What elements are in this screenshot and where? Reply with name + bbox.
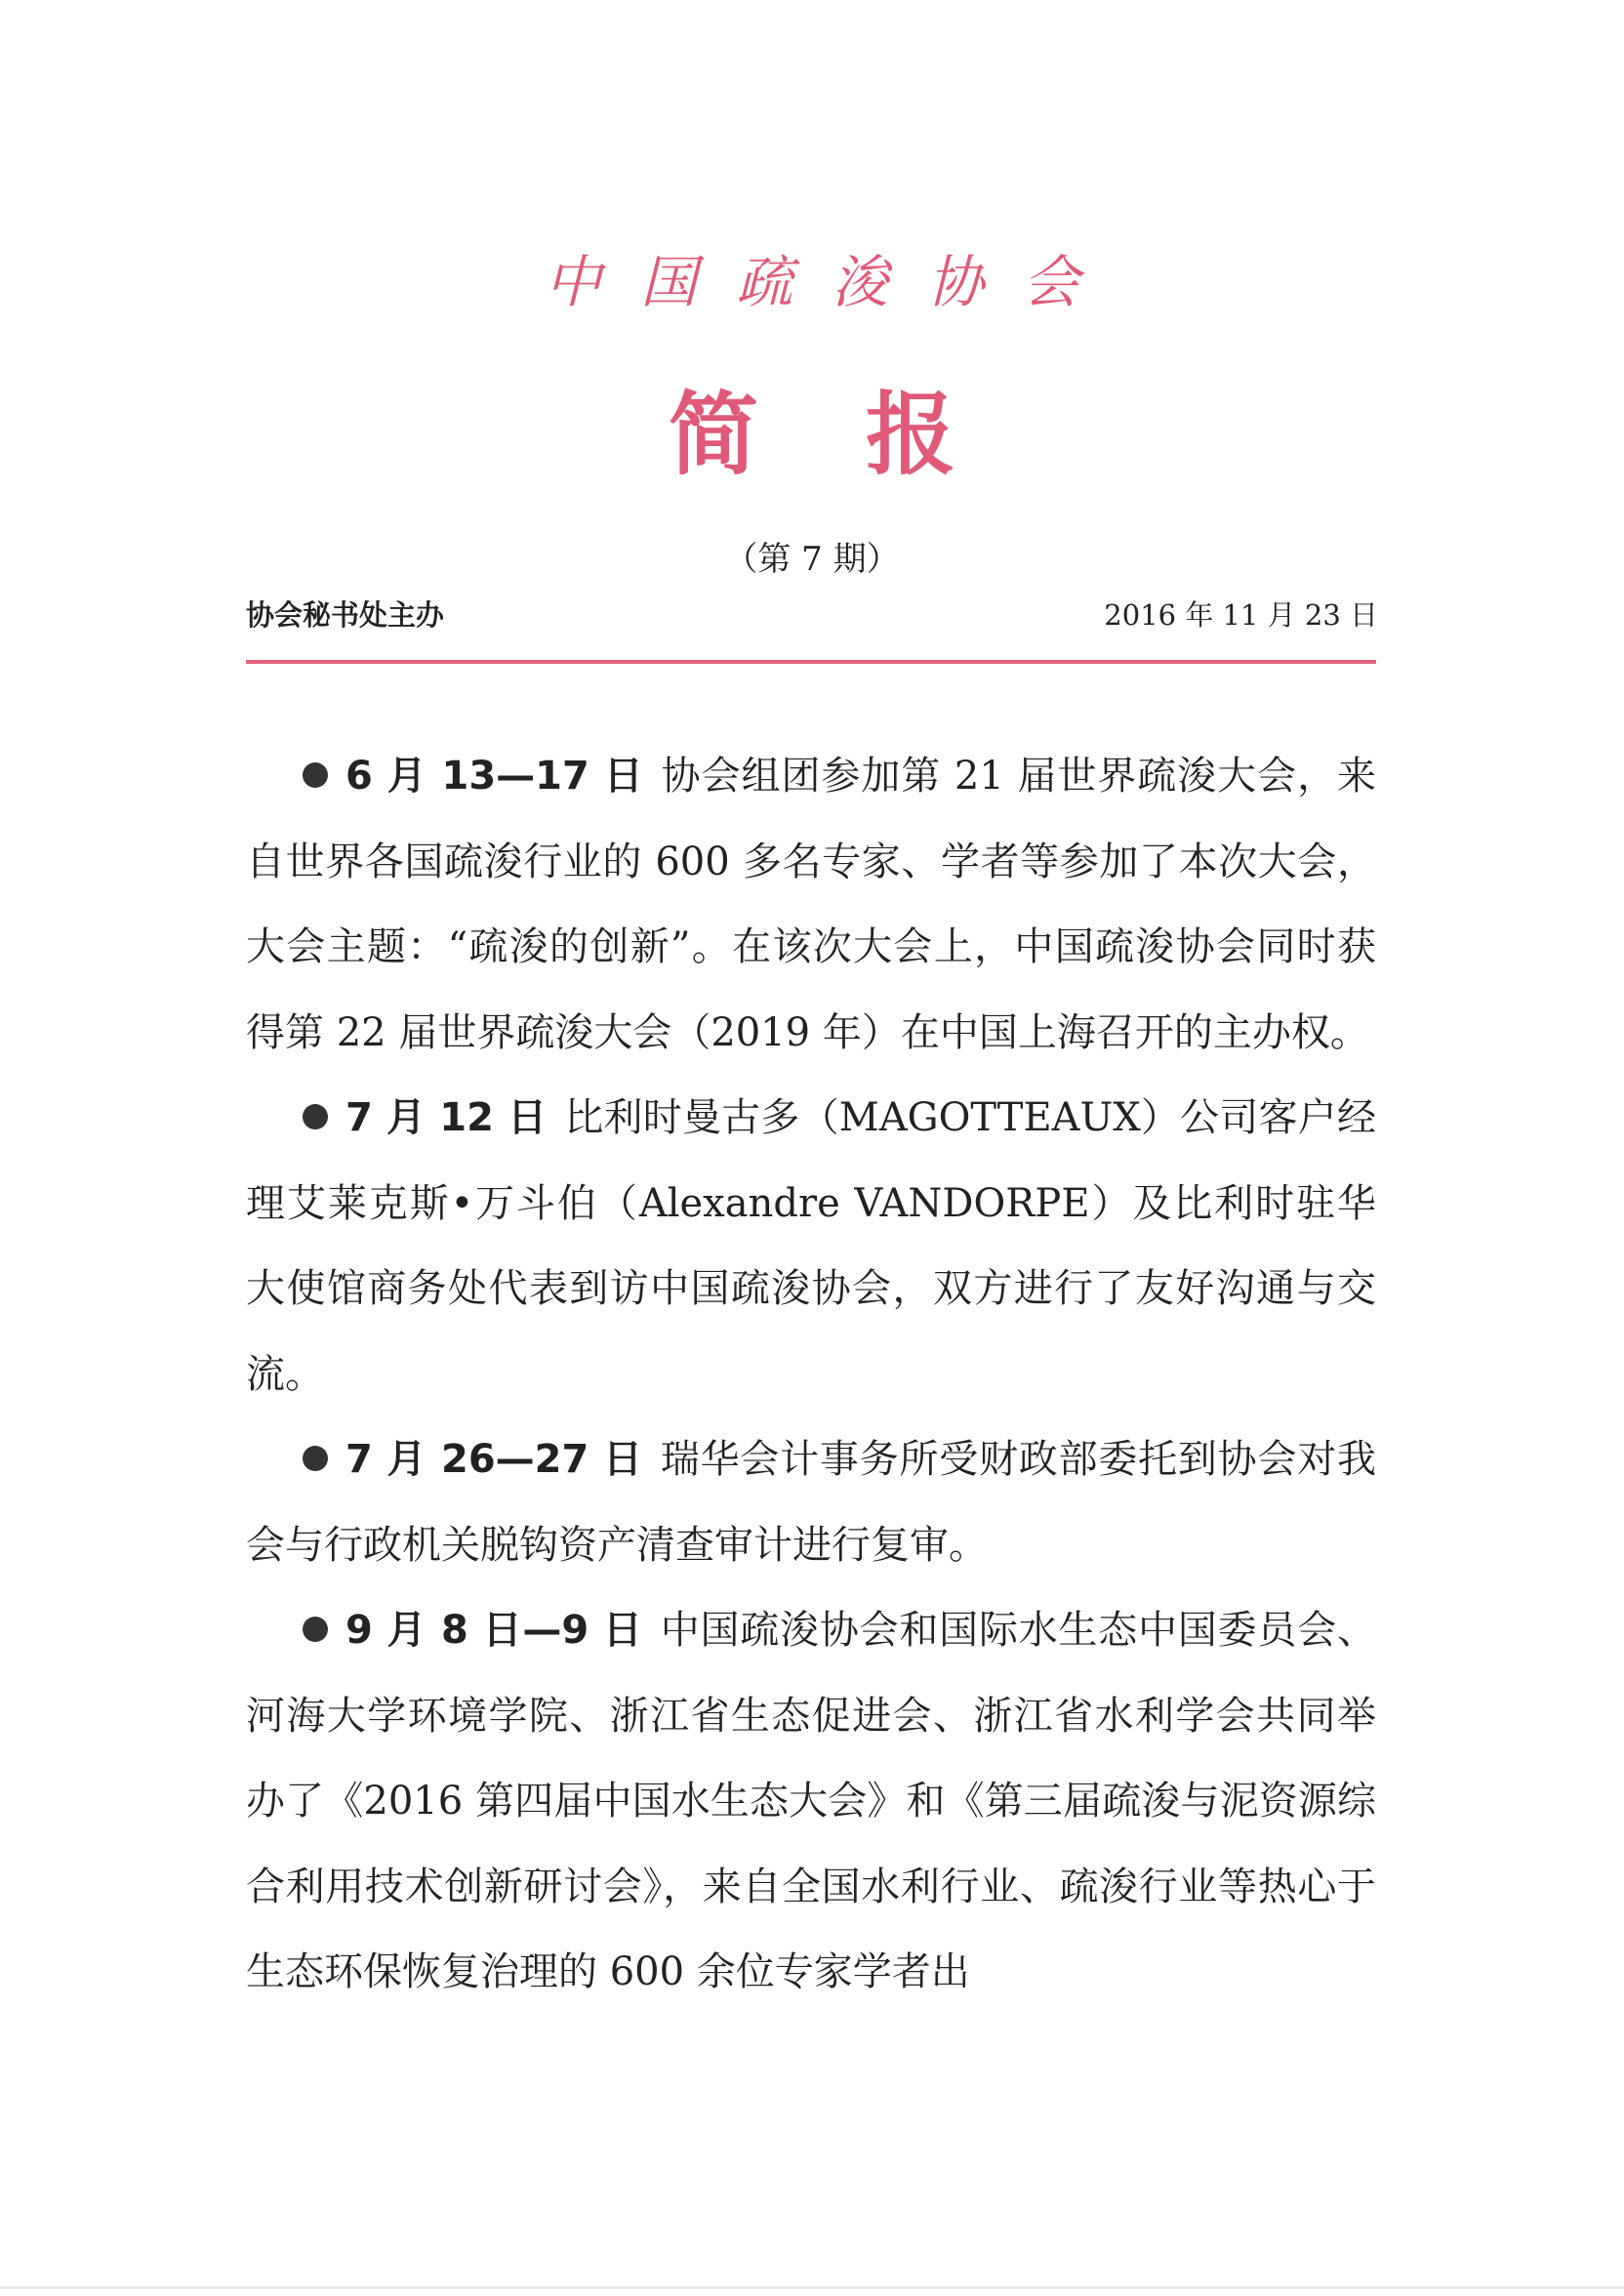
bullet-icon [303,1446,328,1471]
news-item-text: 中国疏浚协会和国际水生态中国委员会、河海大学环境学院、浙江省生态促进会、浙江省水利学会共同举办了《2016 第四届中国水生态大会》和《第三届疏浚与泥资源综合利用技术创新研讨会》，来自全国水利行业、疏浚行业等热心于生态环保恢复治理的 600 余位专家学者出 [246,1608,1377,1994]
bullet-icon [303,1104,328,1129]
organization-name: 中国疏浚协会 [544,249,1118,315]
news-item [246,1588,1376,2016]
news-item [246,1076,1376,1417]
meta-row [246,594,1378,634]
news-item-date: 6 月 13—17 日 [345,754,644,799]
page-edge [0,2286,1624,2289]
news-item-text: 瑞华会计事务所受财政部委托到协会对我会与行政机关脱钩资产清查审计进行复审。 [246,1437,1377,1568]
bullet-icon [303,1617,328,1642]
news-item [246,734,1376,1076]
issue-number: （第 7 期） [724,540,900,579]
news-item [246,1417,1376,1588]
news-item-date: 7 月 12 日 [345,1095,548,1140]
news-item-text: 协会组团参加第 21 届世界疏浚大会，来自世界各国疏浚行业的 600 多名专家、学者等参加了本次大会，大会主题：“疏浚的创新”。在该次大会上，中国疏浚协会同时获得第 22 届世界疏浚大会（2019 年）在中国上海召开的主办权。 [246,754,1377,1055]
news-item-date: 7 月 26—27 日 [345,1437,643,1482]
news-body [246,734,1376,2016]
publisher: 协会秘书处主办 [246,598,445,632]
header-divider [246,660,1376,664]
news-item-text: 比利时曼古多（MAGOTTEAUX）公司客户经理艾莱克斯•万斗伯（Alexandre VANDORPE）及比利时驻华大使馆商务处代表到访中国疏浚协会，双方进行了友好沟通与交流。 [246,1095,1377,1397]
bullet-icon [303,762,328,788]
news-item-date: 9 月 8 日—9 日 [345,1608,643,1653]
document-title: 简报 [668,383,1063,487]
publish-date: 2016 年 11 月 23 日 [1104,598,1378,632]
